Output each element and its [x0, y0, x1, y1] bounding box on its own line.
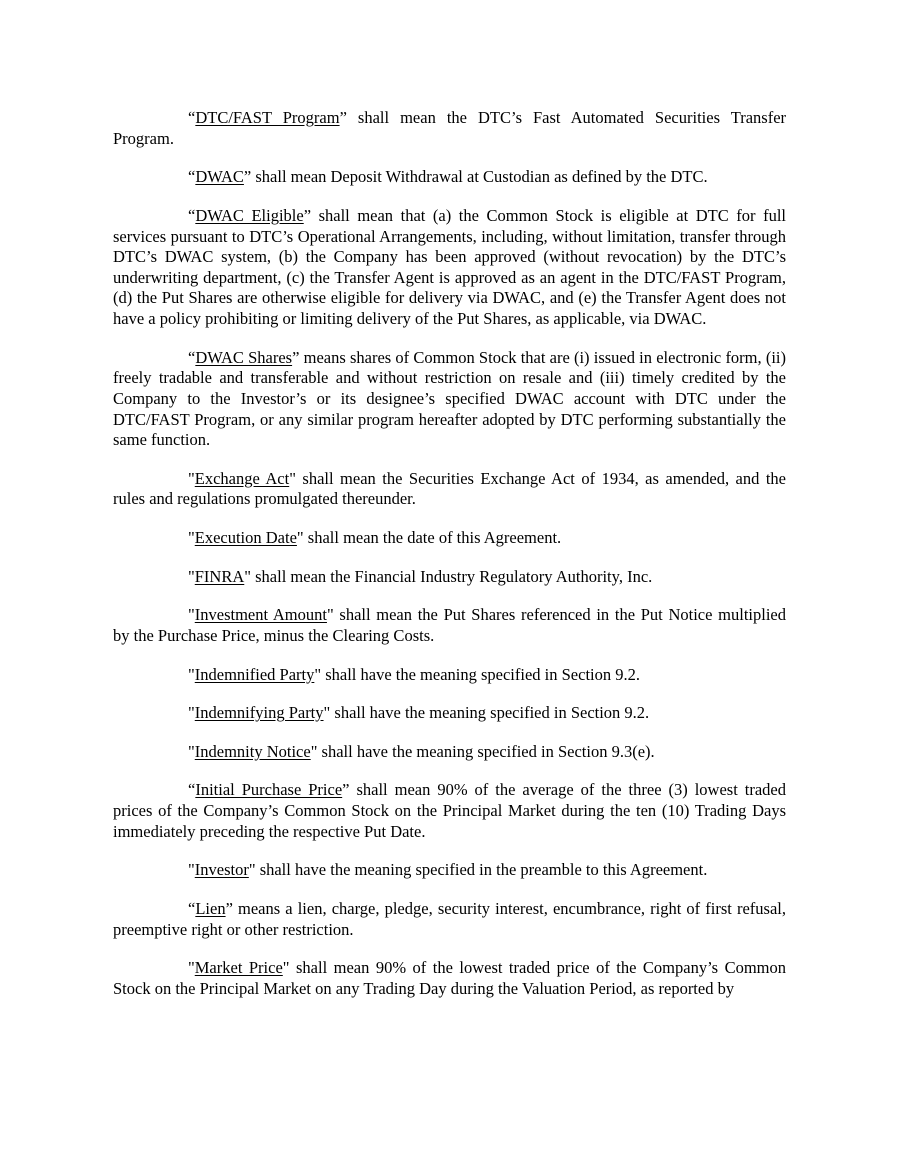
open-quote: " — [188, 741, 195, 761]
open-quote: “ — [188, 898, 196, 918]
open-quote: " — [188, 528, 195, 547]
open-quote: “ — [188, 780, 196, 800]
defined-term: Indemnity Notice — [194, 741, 311, 761]
definition-text: ” shall mean Deposit Withdrawal at Custodian as defined by the DTC. — [243, 167, 708, 187]
defined-term: Investor — [194, 860, 249, 880]
definition-text: " shall mean 90% of the lowest traded price of the Company’s Common Stock on the Principal Market on any Trading Day during the Valuation Period, as reported by — [113, 958, 786, 998]
definition-paragraph — [113, 108, 786, 149]
definition-text: ” means a lien, charge, pledge, security interest, encumbrance, right of first refusal, preemptive right or other restriction. — [113, 898, 786, 939]
defined-term: Indemnifying Party — [194, 703, 324, 723]
open-quote: " — [188, 468, 195, 488]
defined-term: DWAC Shares — [195, 347, 293, 367]
definition-text: ” shall mean 90% of the average of the three (3) lowest traded prices of the Company’s Common Stock on the Principal Market during the ten (10) Trading Days immediately preceding the respective Put Date. — [113, 780, 787, 841]
open-quote: “ — [188, 108, 196, 127]
definition-paragraph — [113, 567, 786, 588]
defined-term: Investment Amount — [194, 605, 327, 625]
definition-paragraph — [113, 665, 786, 686]
open-quote: " — [188, 860, 195, 880]
definition-paragraph — [113, 605, 786, 646]
definition-text: " shall mean the date of this Agreement. — [296, 528, 562, 547]
definition-text: ” shall mean the DTC’s Fast Automated Securities Transfer Program. — [113, 108, 787, 148]
definition-paragraph — [113, 469, 786, 510]
definition-paragraph — [113, 348, 786, 451]
open-quote: " — [188, 703, 195, 723]
open-quote: " — [188, 605, 195, 625]
defined-term: DWAC — [195, 167, 244, 187]
open-quote: " — [188, 566, 195, 586]
definition-text: ” shall mean that (a) the Common Stock is eligible at DTC for full services pursuant to DTC’s Operational Arrangements, including, without limitation, transfer through DTC’s DWAC system, (b) the Company has been approved (without revocation) by the DTC’s underwriting department, (c) the Transfer Agent is approved as an agent in the DTC/FAST Program, (d) the Put Shares are otherwise eligible for delivery via DWAC, and (e) the Transfer Agent does not have a policy prohibiting or limiting delivery of the Put Shares, as applicable, via DWAC. — [113, 205, 786, 328]
defined-term: DWAC Eligible — [195, 205, 304, 225]
open-quote: “ — [188, 205, 196, 225]
defined-term: Execution Date — [194, 528, 297, 547]
defined-term: Exchange Act — [194, 468, 290, 488]
definition-paragraph — [113, 528, 786, 549]
definition-text: " shall mean the Securities Exchange Act of 1934, as amended, and the rules and regulations promulgated thereunder. — [113, 468, 787, 509]
defined-term: Indemnified Party — [194, 664, 315, 684]
open-quote: “ — [188, 347, 196, 367]
definition-text: " shall mean the Financial Industry Regulatory Authority, Inc. — [244, 566, 653, 586]
definition-paragraph — [113, 860, 786, 881]
defined-term: Lien — [195, 898, 226, 918]
definition-text: " shall have the meaning specified in Section 9.3(e). — [310, 741, 655, 761]
definition-paragraph — [113, 167, 786, 188]
definition-text: " shall have the meaning specified in the preamble to this Agreement. — [248, 860, 708, 880]
definition-paragraph — [113, 899, 786, 940]
definition-paragraph — [113, 780, 786, 842]
definition-paragraph — [113, 958, 786, 999]
open-quote: " — [188, 958, 195, 978]
definition-paragraph — [113, 206, 786, 330]
defined-term: Initial Purchase Price — [195, 780, 343, 800]
open-quote: " — [188, 664, 195, 684]
definition-text: " shall have the meaning specified in Section 9.2. — [323, 703, 650, 723]
definition-text: ” means shares of Common Stock that are (i) issued in electronic form, (ii) freely tradable and transferable and without restriction on resale and (iii) timely credited by the Company to the Investor’s or its designee’s specified DWAC account with DTC under the DTC/FAST Program, or any similar program hereafter adopted by DTC performing substantially the same function. — [113, 347, 786, 450]
open-quote: “ — [188, 167, 196, 187]
definition-paragraph — [113, 703, 786, 724]
definition-paragraph — [113, 742, 786, 763]
defined-term: DTC/FAST Program — [195, 108, 340, 127]
definition-text: " shall mean the Put Shares referenced in the Put Notice multiplied by the Purchase Price, minus the Clearing Costs. — [113, 605, 786, 645]
definition-text: " shall have the meaning specified in Section 9.2. — [314, 664, 640, 684]
definitions-list — [113, 108, 786, 999]
defined-term: FINRA — [194, 566, 245, 586]
defined-term: Market Price — [194, 958, 283, 978]
